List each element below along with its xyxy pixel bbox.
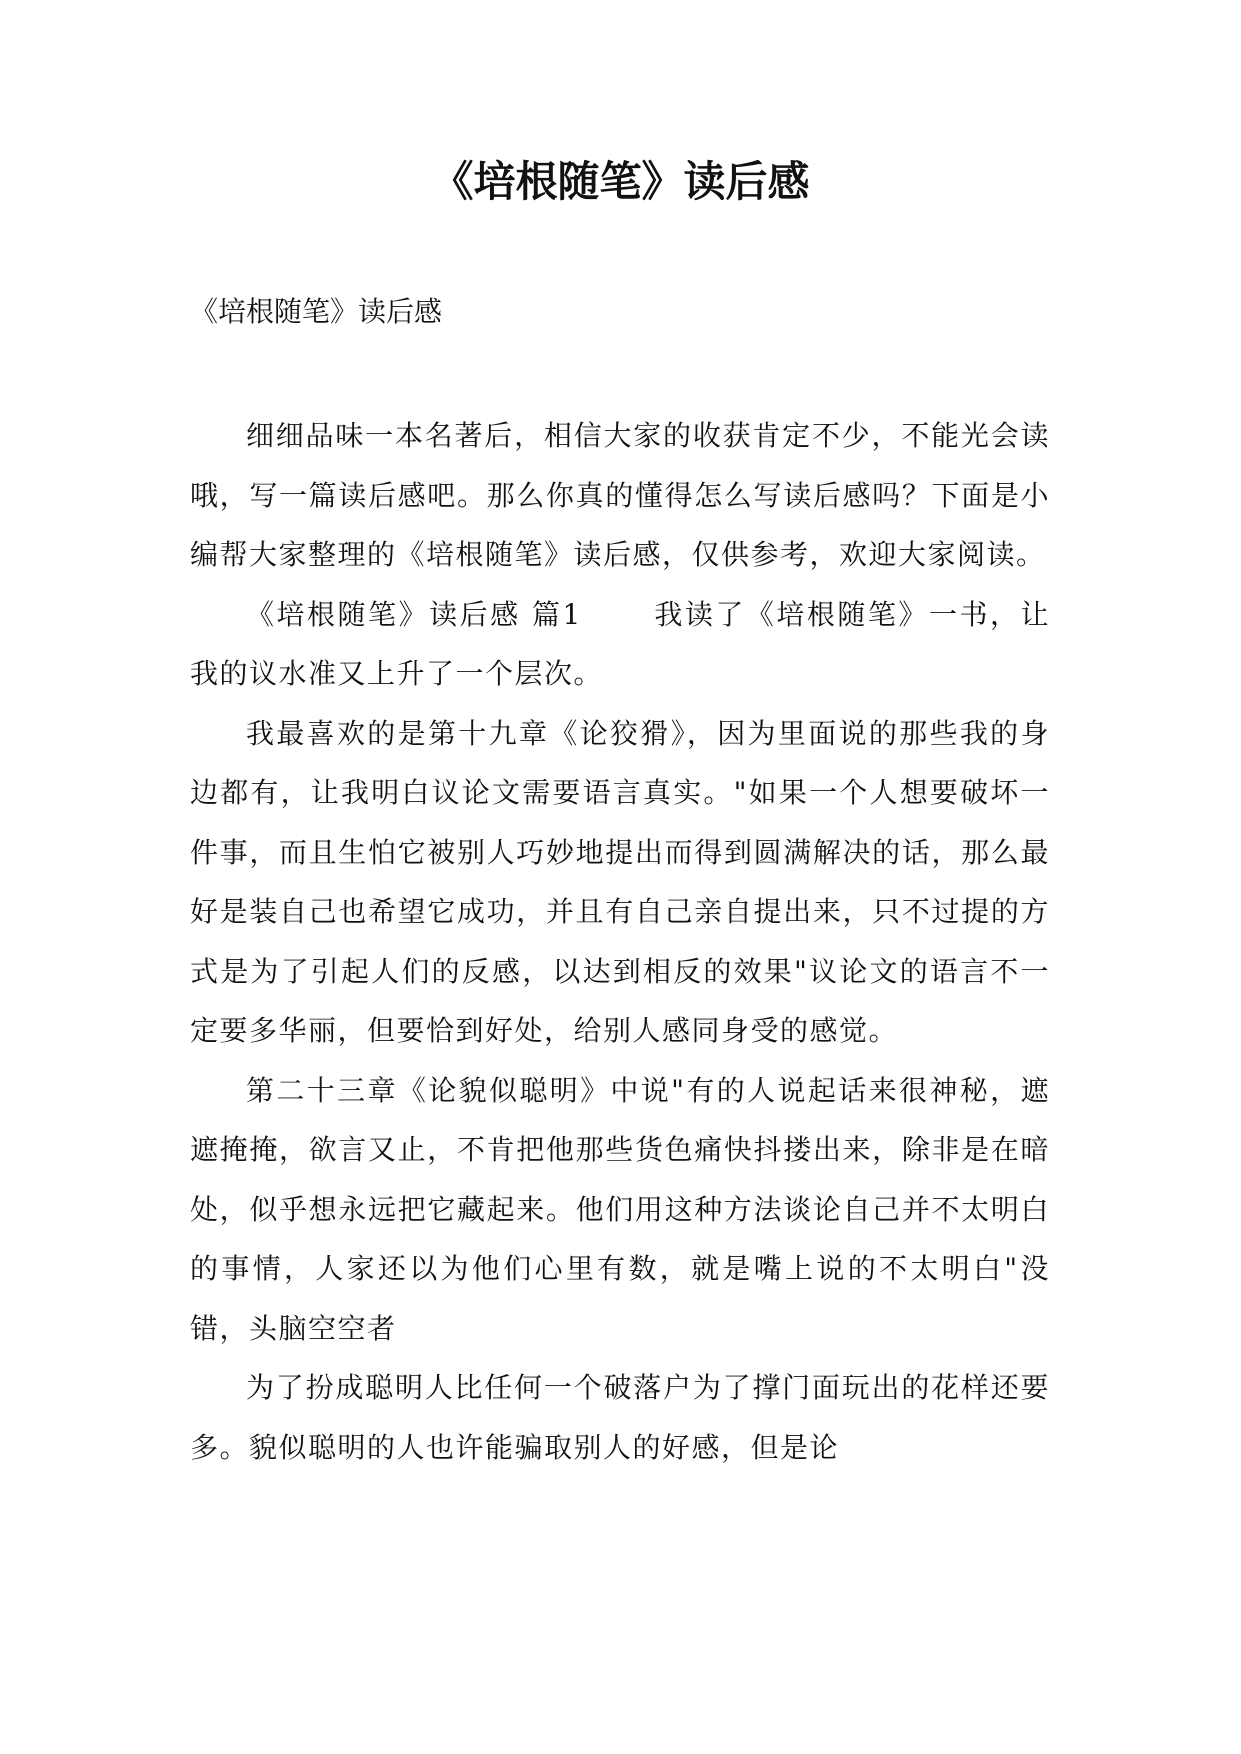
body-paragraph: 细细品味一本名著后，相信大家的收获肯定不少，不能光会读哦，写一篇读后感吧。那么你真的懂得怎么写读后感吗？下面是小编帮大家整理的《培根随笔》读后感，仅供参考，欢迎大家阅读。 bbox=[190, 419, 1050, 571]
document-title: 《培根随笔》读后感 bbox=[431, 157, 810, 206]
document-body bbox=[190, 406, 1050, 1477]
document-subtitle: 《培根随笔》读后感 bbox=[190, 295, 443, 328]
body-paragraph: 第二十三章《论貌似聪明》中说"有的人说起话来很神秘，遮遮掩掩，欲言又止，不肯把他那些货色痛快抖搂出来，除非是在暗处，似乎想永远把它藏起来。他们用这种方法谈论自己并不太明白的事情，人家还以为他们心里有数，就是嘴上说的不太明白"没错，头脑空空者 bbox=[190, 1073, 1050, 1345]
body-paragraph: 《培根随笔》读后感 篇1 我读了《培根随笔》一书，让我的议水准又上升了一个层次。 bbox=[190, 597, 1050, 690]
body-paragraph: 我最喜欢的是第十九章《论狡猾》，因为里面说的那些我的身边都有，让我明白议论文需要语言真实。"如果一个人想要破坏一件事，而且生怕它被别人巧妙地提出而得到圆满解决的话，那么最好是装自己也希望它成功，并且有自己亲自提出来，只不过提的方式是为了引起人们的反感，以达到相反的效果"议论文的语言不一定要多华丽，但要恰到好处，给别人感同身受的感觉。 bbox=[190, 716, 1050, 1047]
body-paragraph: 为了扮成聪明人比任何一个破落户为了撑门面玩出的花样还要多。貌似聪明的人也许能骗取别人的好感，但是论 bbox=[190, 1371, 1050, 1464]
